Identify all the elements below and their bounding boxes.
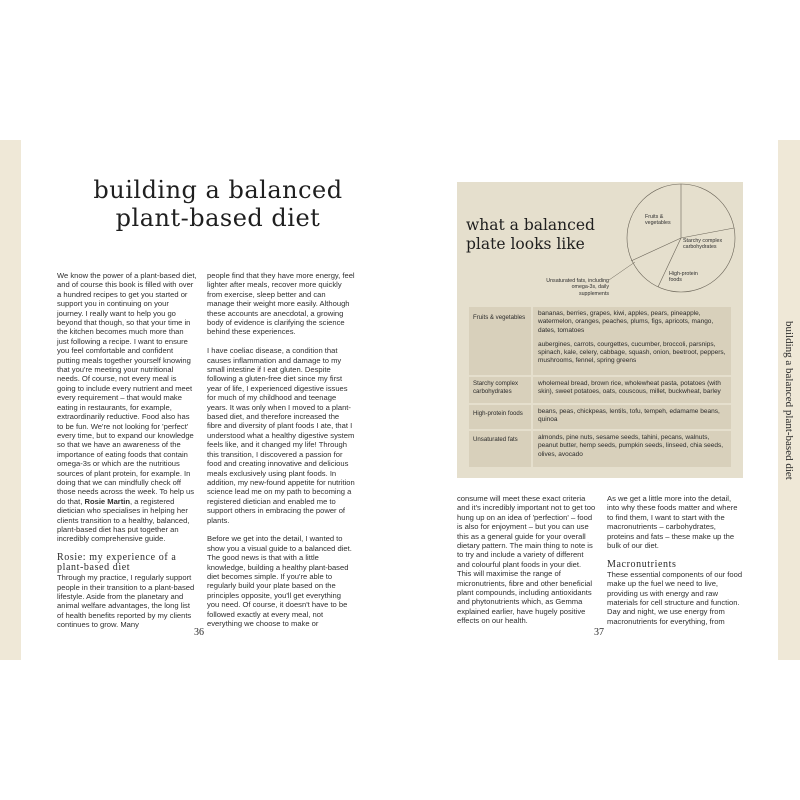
plate-row-starchy <box>469 377 731 403</box>
row-category: Starchy complex carbohydrates <box>469 377 531 403</box>
chapter-title-line1: building a balanced <box>93 176 343 204</box>
plate-row-protein <box>469 405 731 429</box>
page37-column-2 <box>607 494 743 636</box>
pie-label-fruits: Fruits & vegetables <box>645 214 671 227</box>
page36-column-2 <box>207 271 355 638</box>
macronutrients-heading: Macronutrients <box>607 558 677 570</box>
rosie-name: Rosie Martin <box>84 496 131 506</box>
page-number-37: 37 <box>594 627 604 638</box>
macronutrients-paragraph: These essential components of our food make up the fuel we need to live, providing us with energy and raw materials for cell structure and function. Day and night, we use energy from macronutrients for everything, from <box>607 569 743 626</box>
pie-label-fats: Unsaturated fats, including omega-3s, daily supplements <box>546 278 609 297</box>
row-category: High-protein foods <box>469 405 531 429</box>
detail-paragraph: As we get a little more into the detail, into why these foods matter and where to find them, I want to start with the macronutrients – carbohydrates, proteins and fats – these make up the bulk of our diet. <box>607 494 738 551</box>
pie-label-protein: High-protein foods <box>669 271 698 284</box>
row-items: wholemeal bread, brown rice, wholewheat pasta, potatoes (with skin), sweet potatoes, oats, couscous, millet, buckwheat, barley <box>533 377 731 403</box>
continued-paragraph: consume will meet these exact criteria and it's incredibly important not to get too hung up on an idea of 'perfection' – food is also for enjoyment – but you can use this as a general guide for your overall dietary pattern. The main thing to note is to try and include a variety of different and colourful plant foods in your diet. This will maximise the range of micronutrients, fibre and other beneficial plant compounds, including antioxidants and phytonutrients which, as Gemma explained earlier, have hugely positive effects on our health. <box>457 494 596 626</box>
rosie-paragraph-1: Through my practice, I regularly support people in their transition to a plant-based lifestyle. Aside from the planetary and animal welfare advantages, the long list of health benefits reported by my clients continues to grow. Many <box>57 573 195 630</box>
vegetables-list: aubergines, carrots, courgettes, cucumber, broccoli, parsnips, spinach, kale, celery, cabbage, squash, onion, beetroot, peppers, mushrooms, fennel, spring greens <box>538 340 726 365</box>
pie-label-starchy: Starchy complex carbohydrates <box>683 238 723 251</box>
row-category: Fruits & vegetables <box>469 307 531 375</box>
row-items: almonds, pine nuts, sesame seeds, tahini, pecans, walnuts, peanut butter, hemp seeds, pumpkin seeds, linseed, chia seeds, olives, avocado <box>533 431 731 467</box>
chapter-title <box>58 176 378 232</box>
intro-paragraph <box>57 271 197 544</box>
rosie-paragraph-4: Before we get into the detail, I wanted to show you a visual guide to a balanced diet. The good news is that with a little knowledge, building a healthy plant-based diet becomes simple. If you're able to regularly build your plate based on the principles opposite, you'll get everything you need. Of course, it doesn't have to be followed exactly at every meal, not everything we choose to make or <box>207 534 352 628</box>
left-edge-band <box>0 140 21 660</box>
plate-title-line2: plate looks like <box>466 235 585 253</box>
spine-title: building a balanced plant-based diet <box>783 320 795 480</box>
spine-tab <box>778 140 800 660</box>
balanced-plate-panel <box>457 182 743 478</box>
row-category: Unsaturated fats <box>469 431 531 467</box>
rosie-heading: Rosie: my experience of a plant-based diet <box>57 552 177 574</box>
rosie-paragraph-3: I have coeliac disease, a condition that causes inflammation and damage to my small intestine if I eat gluten. Despite following a gluten-free diet since my first year of life, I experienced digestive issues for much of my childhood and teenage years. It was only when I moved to a plant-based diet, and therefore increased the fibre and diversity of plant foods I ate, that I understood what a healthy digestive system feels like, and it changed my life! Through this transition, I discovered a passion for food and creating innovative and delicious meals exclusively using plant foods. In addition, my new-found appetite for nutrition science lead me on my path to becoming a registered dietician and enabled me to support others in embracing the power of plants. <box>207 346 355 525</box>
intro-text: We know the power of a plant-based diet, and of course this book is filled with over a hundred recipes to get you started or support you in continuing on your journey. I really want to help you go beyond that though, so that your time in the kitchen becomes much more than just following a recipe. I want to ensure you feel comfortable and confident putting meals together yourself knowing that you're meeting your nutritional needs. Of course, not every meal is going to include every nutrient and meet every requirement – that would make eating in restaurants, for example, extraordinarily reductive. Food also has to be fun. We're not looking for 'perfect' every time, but to expand our knowledge so that we have an awareness of the importance of eating foods that contain omega-3s or which are the nutritious sources of plant protein, for example. In doing that we can mindfully check off those needs across the week. To help us do that, <box>57 271 197 506</box>
page37-column-1 <box>457 494 597 635</box>
page36-column-1 <box>57 271 197 639</box>
pie-divider-left <box>631 238 681 261</box>
rosie-paragraph-2: people find that they have more energy, feel lighter after meals, recover more quickly from exercise, sleep better and can manage their weight more easily. Although these accounts are anecdotal, a growing body of evidence is clarifying the science behind these experiences. <box>207 271 355 337</box>
page-number-36: 36 <box>194 627 204 638</box>
plate-row-fruits-vegetables <box>469 307 731 375</box>
plate-row-fats <box>469 431 731 467</box>
fruits-list: bananas, berries, grapes, kiwi, apples, pears, pineapple, watermelon, oranges, peaches, plums, figs, apricots, mango, dates, tomatoes <box>538 310 714 334</box>
fats-leader-line <box>609 262 635 280</box>
pie-divider-right <box>681 228 734 238</box>
plate-title-line1: what a balanced <box>466 216 595 234</box>
chapter-title-line2: plant-based diet <box>115 204 321 232</box>
row-items: beans, peas, chickpeas, lentils, tofu, tempeh, edamame beans, quinoa <box>533 405 731 429</box>
row-items <box>533 307 731 375</box>
intro-text-end: , a registered dietician who specialises in helping her clients transition to a healthy, balanced, plant-based diet has put together an incredibly comprehensive guide. <box>57 496 190 544</box>
